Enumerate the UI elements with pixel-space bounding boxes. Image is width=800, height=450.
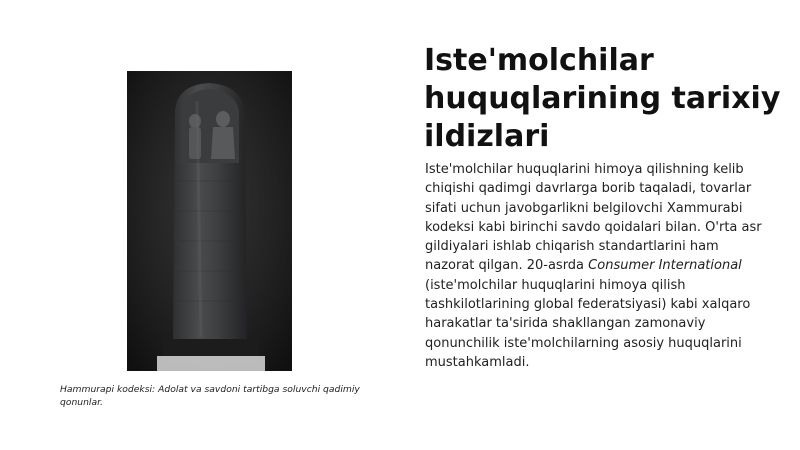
page-title: Iste'molchilar huquqlarining tarixiy ildizlari xyxy=(424,43,781,154)
figure-caption: Hammurapi kodeksi: Adolat va savdoni tartibga soluvchi qadimiy qonunlar. xyxy=(60,384,360,408)
body-paragraph xyxy=(425,160,770,372)
paragraph-text-part2: (iste'molchilar huquqlarini himoya qilish tashkilotlarining global federatsiyasi) kabi xalqaro harakatlar ta'sirida shakllangan zamonaviy qonunchilik iste'molchilarning asosiy huquqlarini mustahkamladi. xyxy=(425,277,751,370)
stele-icon xyxy=(127,71,292,371)
paragraph-italic-term: Consumer International xyxy=(588,258,742,274)
paragraph-text-part1: Iste'molchilar huquqlarini himoya qilishning kelib chiqishi qadimgi davrlarga borib taqaladi, tovarlar sifati uchun javobgarlikni belgilovchi Xammurabi kodeksi kabi birinchi savdo qoidalari bilan. O'rta asr gildiyalari ishlab chiqarish standartlarini ham nazorat qilgan. 20-asrda xyxy=(425,162,762,274)
hammurabi-stele-image xyxy=(127,71,292,371)
